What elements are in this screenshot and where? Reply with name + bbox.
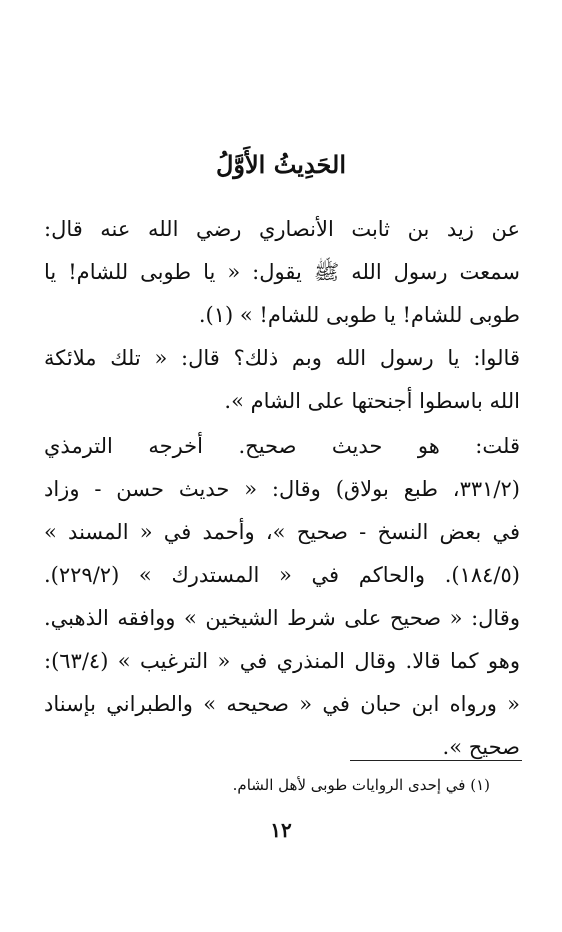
paragraph-2 xyxy=(44,337,520,423)
text-line: (٣٣١/٢، طبع بولاق) وقال: « حديث حسن - وزاد xyxy=(44,477,520,501)
page-number: ١٢ xyxy=(270,818,292,842)
text-line: صحيح ». xyxy=(442,735,520,759)
text-line: الله باسطوا أجنحتها على الشام ». xyxy=(224,389,520,413)
text-line: عن زيد بن ثابت الأنصاري رضي الله عنه قال: xyxy=(44,217,520,241)
paragraph-1 xyxy=(44,208,520,337)
footnote: (١) في إحدى الروايات طوبى لأهل الشام. xyxy=(232,776,490,794)
text-line: وقال: « صحيح على شرط الشيخين » ووافقه الذهبي. xyxy=(44,606,520,630)
text-line: وهو كما قالا. وقال المنذري في « الترغيب » (٦٣/٤): xyxy=(44,649,520,673)
text-line: « ورواه ابن حبان في « صحيحه » والطبراني بإسناد xyxy=(44,692,520,716)
text-line: قالوا: يا رسول الله وبم ذلك؟ قال: « تلك ملائكة xyxy=(44,346,520,370)
chapter-title: الحَدِيثُ الأَوَّلُ xyxy=(215,150,347,179)
text-line: في بعض النسخ - صحيح »، وأحمد في « المسند » xyxy=(44,520,520,544)
footnote-divider xyxy=(350,760,522,761)
text-line: قلت: هو حديث صحيح. أخرجه الترمذي xyxy=(44,434,520,458)
paragraph-3 xyxy=(44,425,520,769)
text-line: سمعت رسول الله ﷺ يقول: « يا طوبى للشام! يا xyxy=(44,260,520,284)
text-line: طوبى للشام! يا طوبى للشام! » (١). xyxy=(198,303,520,327)
text-line: (١٨٤/٥). والحاكم في « المستدرك » (٢٢٩/٢). xyxy=(44,563,520,587)
